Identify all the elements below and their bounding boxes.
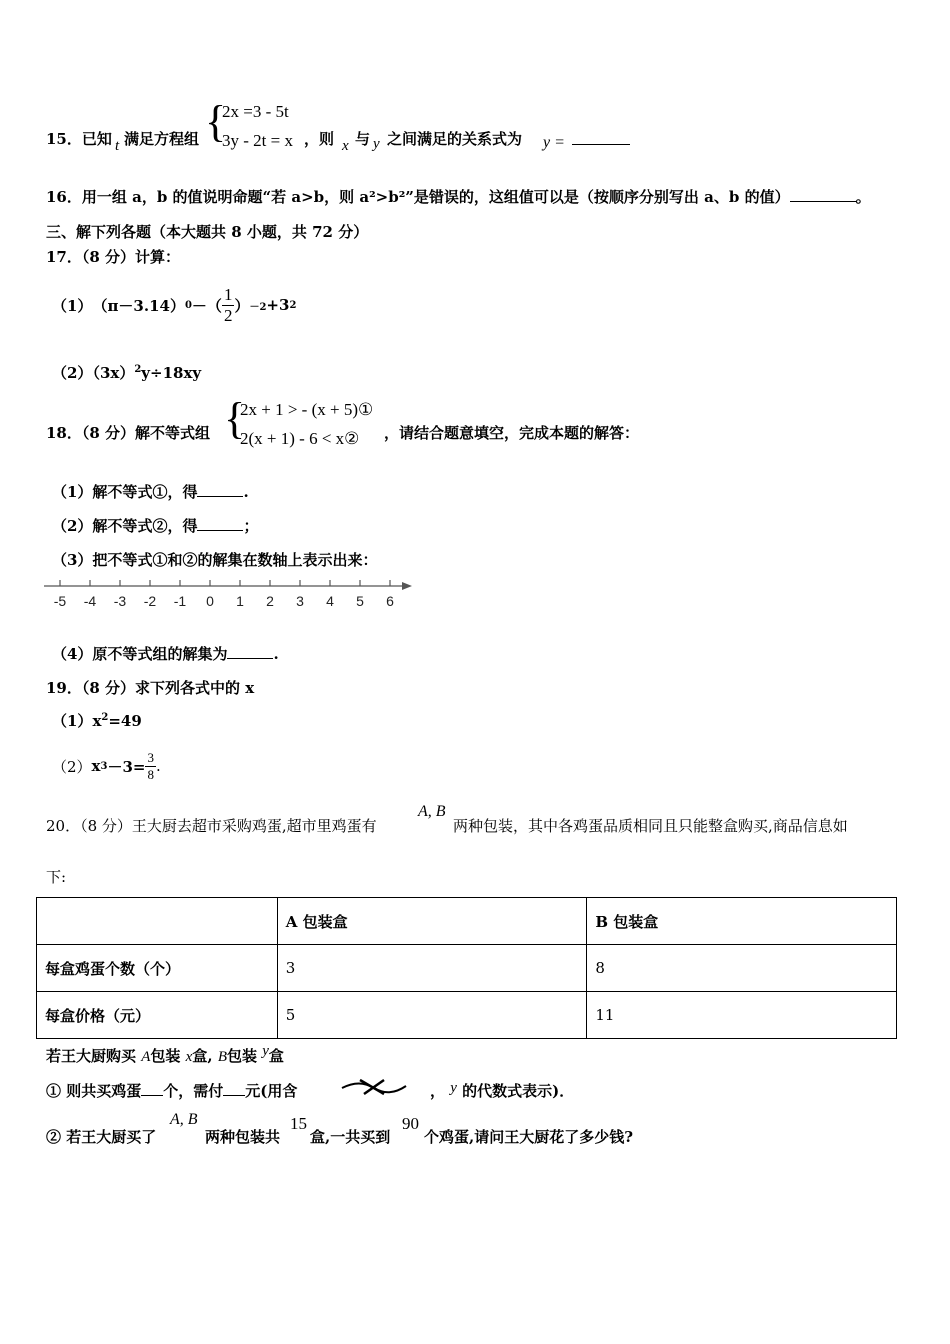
q19-title: 19．（8 分）求下列各式中的 x — [46, 679, 255, 697]
number-line-tick-label: 6 — [386, 593, 394, 609]
q19-p2-frac-num: 3 — [147, 749, 154, 765]
q15-suffix: 之间满足的关系式为 — [387, 130, 523, 148]
q15-var-x: x — [342, 138, 349, 154]
q19-p2-b: －3= — [107, 757, 146, 776]
q18-step3: （3）把不等式①和②的解集在数轴上表示出来： — [52, 551, 378, 569]
q18-ineq1: 2x + 1 > - (x + 5)① — [240, 400, 374, 419]
q15-eq2: 3y - 2t = x — [222, 131, 293, 150]
q18-number: 18．（8 分）解不等式组 — [46, 424, 211, 442]
q17-p1-c: ） — [234, 296, 250, 315]
q18-step1 — [52, 481, 249, 502]
q15-line — [46, 128, 112, 149]
q17-p1-label: （1） — [52, 296, 93, 315]
number-line-tick-label: -5 — [53, 593, 67, 609]
q20-line1-a: 20．（8 分）王大厨去超市采购鸡蛋,超市里鸡蛋有 — [46, 817, 377, 835]
q20-c1-e: 的代数式表示)． — [462, 1082, 575, 1100]
table-header-cell: B 包装盒 — [587, 898, 897, 945]
q15-var-y: y — [373, 136, 380, 152]
q20-c1-blank1 — [141, 1081, 163, 1096]
q20-c1-y: y — [450, 1080, 457, 1096]
q20-c2-c: 盒,一共买到 — [310, 1128, 391, 1146]
q20-c2-b: 两种包装共 — [205, 1128, 281, 1146]
table-cell: 每盒鸡蛋个数（个） — [37, 945, 278, 992]
q16-line — [46, 186, 871, 207]
q17-p1-a: （π－3.14） — [92, 296, 185, 315]
q20-c2-90: 90 — [402, 1114, 419, 1133]
q20-buy-c: 盒, — [192, 1047, 213, 1065]
q17-p1-d: +3 — [266, 296, 290, 314]
number-line-tick-label: 2 — [266, 593, 274, 609]
q19-p1-a: x — [92, 712, 102, 730]
q20-c1-d: ， — [430, 1082, 446, 1100]
table-cell: 5 — [277, 992, 587, 1039]
q16-blank — [790, 187, 856, 202]
q20-c2-d: 个鸡蛋,请问王大厨花了多少钱? — [424, 1128, 634, 1146]
q19-p2-fraction — [145, 750, 156, 783]
q17-p1-frac-num: 1 — [223, 284, 233, 304]
q17-p1-exp2: 2 — [289, 299, 297, 311]
q20-ab: A, B — [418, 803, 446, 820]
q20-c1-blank2 — [223, 1081, 245, 1096]
q18-s2-end: ； — [243, 517, 259, 535]
q20-c1-line — [46, 1080, 297, 1101]
number-line-tick-label: 3 — [296, 593, 304, 609]
table-header-cell: A 包装盒 — [277, 898, 587, 945]
number-line-tick-label: -4 — [83, 593, 97, 609]
goods-table — [36, 897, 897, 1039]
q18-s1-text: （1）解不等式①，得 — [52, 483, 198, 501]
q18-s4-end: . — [273, 645, 279, 663]
q19-p1-exp: 2 — [101, 712, 109, 723]
q18-s4-blank — [227, 644, 273, 659]
q17-p2-a: （3x） — [92, 364, 135, 382]
table-row — [37, 992, 897, 1039]
number-line-tick-label: -1 — [173, 593, 187, 609]
q17-p2-label: （2） — [52, 364, 93, 382]
q19-p1-label: （1） — [52, 712, 93, 730]
q17-p1-fraction — [222, 285, 235, 326]
q15-mid: 满足方程组 — [124, 130, 200, 148]
table-cell: 每盒价格（元） — [37, 992, 278, 1039]
q19-part2 — [52, 746, 161, 786]
q20-buy-B: B — [217, 1049, 227, 1065]
q20-buy-A: A — [141, 1049, 151, 1065]
q16-end: 。 — [855, 188, 871, 206]
q17-part2 — [52, 362, 201, 383]
number-line-tick-label: 4 — [326, 593, 334, 609]
number-line-tick-label: 0 — [206, 593, 214, 609]
q19-p1-b: =49 — [108, 712, 142, 730]
q17-p2-b: y÷18xy — [141, 364, 202, 382]
q20-c1-a: ① 则共买鸡蛋 — [46, 1082, 142, 1100]
q19-p2-a: x — [91, 757, 101, 775]
q17-p1-exp0: 0 — [184, 299, 192, 311]
q20-buy-x: x — [185, 1049, 193, 1065]
q16-text: 16．用一组 a，b 的值说明命题“若 a>b，则 a²>b²”是错误的，这组值可以是（按顺序分别写出 a、b 的值） — [46, 188, 790, 206]
q18-s4-text: （4）原不等式组的解集为 — [52, 645, 228, 663]
q18-brace: { — [224, 394, 246, 443]
q20-c1-tail — [430, 1080, 574, 1101]
q18-step2 — [52, 515, 258, 536]
table-cell: 11 — [587, 992, 897, 1039]
q18-s2-blank — [197, 516, 243, 531]
q20-buy-y: y — [262, 1043, 269, 1059]
q19-p2-end: . — [155, 757, 161, 775]
number-line-tick-label: 5 — [356, 593, 364, 609]
table-cell: 8 — [587, 945, 897, 992]
table-header-row — [37, 898, 897, 945]
q19-p2-label: （2） — [52, 757, 92, 776]
section3-title: 三、解下列各题（本大题共 8 小题，共 72 分） — [46, 223, 369, 241]
q15-prefix: 已知 — [81, 130, 112, 148]
q20-c1-b: 个，需付 — [163, 1082, 224, 1100]
q19-p2-exp: 3 — [100, 760, 108, 772]
table-header-cell — [37, 898, 278, 945]
q20-c1-c: 元(用含 — [245, 1082, 298, 1100]
number-line-arrow — [402, 582, 412, 590]
q20-c2-a: ② 若王大厨买了 — [46, 1128, 157, 1146]
q20-buy-a: 若王大厨购买 — [46, 1047, 137, 1065]
number-line-tick-label: -2 — [143, 593, 157, 609]
q15-brace: { — [205, 97, 227, 146]
q17-p1-frac-den: 2 — [223, 305, 233, 325]
q18-s1-blank — [197, 482, 243, 497]
number-line-tick-label: -3 — [113, 593, 127, 609]
q20-c2-ab: A, B — [170, 1111, 198, 1128]
q20-buy-d: 包装 — [226, 1047, 257, 1065]
q17-p2-exp: 2 — [134, 364, 142, 375]
q20-buy-e: 盒 — [268, 1047, 284, 1065]
q18-ineq2: 2(x + 1) - 6 < x② — [240, 429, 360, 448]
number-line-tick-label: 1 — [236, 593, 244, 609]
q20-buy-line — [46, 1045, 284, 1066]
q20-line1-b: 两种包装，其中各鸡蛋品质相同且只能整盒购买,商品信息如 — [453, 817, 848, 835]
table-cell: 3 — [277, 945, 587, 992]
q15-answer-blank — [572, 130, 630, 145]
q20-buy-b: 包装 — [150, 1047, 181, 1065]
q19-p2-frac-den: 8 — [147, 766, 154, 782]
q15-conn2: 与 — [355, 130, 371, 148]
q15-conn1: ，则 — [304, 130, 335, 148]
q15-answer-lhs: y = — [543, 134, 565, 151]
q19-part1 — [52, 710, 142, 731]
q18-step4 — [52, 643, 279, 664]
q18-s1-end: . — [243, 483, 249, 501]
table-row — [37, 945, 897, 992]
q15-number: 15． — [46, 130, 82, 148]
q20-line2: 下: — [46, 868, 67, 886]
scribble-icon — [340, 1076, 410, 1098]
q20-c2-15: 15 — [290, 1114, 307, 1133]
q17-p1-b: －（ — [191, 296, 222, 315]
q15-eq1: 2x =3 - 5t — [222, 102, 289, 121]
q18-s2-text: （2）解不等式②，得 — [52, 517, 198, 535]
q17-part1 — [52, 280, 296, 330]
number-line — [40, 574, 415, 614]
q15-var-t: t — [115, 138, 120, 154]
q18-suffix: ，请结合题意填空，完成本题的解答： — [384, 424, 640, 442]
q17-p1-exp: －2 — [249, 301, 267, 313]
q17-title: 17．（8 分）计算： — [46, 248, 181, 266]
